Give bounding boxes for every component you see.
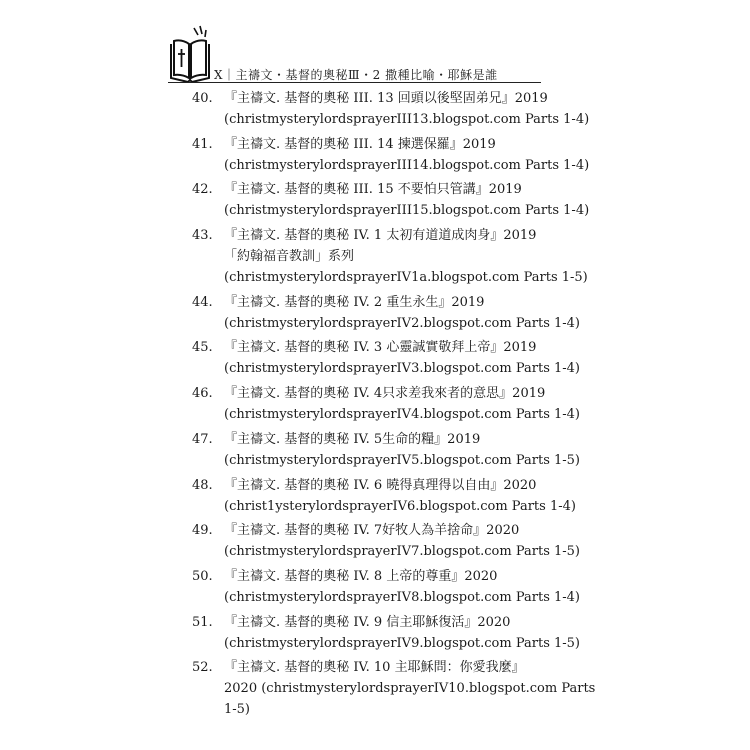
- list-item-line: 『主禱文. 基督的奧秘 IV. 9 信主耶穌復活』2020: [224, 614, 511, 630]
- running-head: X｜主禱文・基督的奧秘Ⅲ・2 撒種比喻・耶穌是誰: [214, 68, 498, 82]
- list-item: [192, 88, 590, 130]
- list-item-line: (christmysterylordsprayerIV5.blogspot.com Parts 1-5): [224, 452, 581, 468]
- list-item-number: 49.: [192, 523, 213, 539]
- list-item-number: 45.: [192, 340, 213, 356]
- list-item-text: [224, 134, 589, 176]
- list-item-line: (christmysterylordsprayerIV9.blogspot.com Parts 1-5): [224, 635, 581, 651]
- list-item-line: 『主禱文. 基督的奧秘 IV. 5生命的糧』2019: [224, 431, 481, 447]
- list-item-line: (christmysterylordsprayerIII15.blogspot.com Parts 1-4): [224, 203, 590, 219]
- list-item-text: [224, 657, 595, 720]
- list-item-text: [224, 179, 589, 221]
- list-item-text: [224, 292, 580, 334]
- list-item-line: (christmysterylordsprayerIV8.blogspot.com Parts 1-4): [224, 589, 581, 605]
- list-item-line: 『主禱文. 基督的奧秘 IV. 4只求差我來者的意思』2019: [224, 386, 546, 402]
- list-item-number: 40.: [192, 91, 213, 106]
- list-item-number: 51.: [192, 614, 213, 630]
- list-item-line: 2020 (christmysterylordsprayerIV10.blogspot.com Parts: [224, 681, 596, 697]
- list-item-number: 44.: [192, 294, 213, 310]
- list-item-line: (christmysterylordsprayerIV4.blogspot.com Parts 1-4): [224, 407, 581, 423]
- list-item-line: 『主禱文. 基督的奧秘 IV. 10 主耶穌問：你愛我麼』: [224, 660, 525, 676]
- list-item-text: [224, 566, 580, 608]
- list-item-number: 43.: [192, 228, 213, 244]
- list-item-line: 『主禱文. 基督的奧秘 IV. 7好牧人為羊捨命』2020: [224, 523, 520, 539]
- list-item: [192, 383, 581, 425]
- list-item-line: (christmysterylordsprayerIV1a.blogspot.com Parts 1-5): [224, 270, 588, 286]
- list-item-number: 48.: [192, 477, 213, 493]
- list-item-line: 『主禱文. 基督的奧秘 IV. 8 上帝的尊重』2020: [224, 568, 498, 584]
- list-item: [192, 566, 581, 608]
- list-item-text: [224, 337, 580, 379]
- reference-list: [192, 88, 596, 724]
- list-item: [192, 134, 590, 176]
- list-item: [192, 179, 590, 221]
- list-item-line: 『主禱文. 基督的奧秘 IV. 2 重生永生』2019: [224, 294, 485, 310]
- list-item-line: 「約翰福音教訓」系列: [224, 249, 355, 265]
- list-item-text: [224, 475, 576, 517]
- list-item-number: 41.: [192, 136, 213, 152]
- list-item-text: [224, 225, 588, 288]
- list-item-number: 50.: [192, 568, 213, 584]
- list-item-line: 1-5): [224, 702, 251, 718]
- list-item-line: (christmysterylordsprayerIV7.blogspot.com Parts 1-5): [224, 544, 581, 560]
- list-item-line: 『主禱文. 基督的奧秘 IV. 1 太初有道道成肉身』2019: [224, 228, 537, 244]
- list-item-number: 46.: [192, 386, 213, 402]
- list-item-line: 『主禱文. 基督的奧秘 III. 14 揀選保羅』2019: [224, 136, 496, 152]
- list-item-text: [224, 520, 580, 562]
- list-item: [192, 225, 588, 288]
- page-header: [0, 0, 750, 90]
- list-item-line: (christ1ysterylordsprayerIV6.blogspot.com Parts 1-4): [224, 498, 576, 514]
- list-item-line: 『主禱文. 基督的奧秘 IV. 3 心靈誠實敬拜上帝』2019: [224, 340, 537, 356]
- list-item: [192, 612, 581, 654]
- list-item-line: 『主禱文. 基督的奧秘 IV. 6 曉得真理得以自由』2020: [224, 477, 537, 493]
- list-item: [192, 337, 581, 379]
- list-item-number: 52.: [192, 660, 213, 676]
- list-item-line: (christmysterylordsprayerIII13.blogspot.com Parts 1-4): [224, 112, 590, 127]
- list-item-number: 42.: [192, 182, 213, 198]
- list-item-text: [224, 612, 580, 654]
- list-item-line: (christmysterylordsprayerIII14.blogspot.com Parts 1-4): [224, 157, 590, 173]
- list-item-text: [224, 429, 580, 471]
- list-item: [192, 475, 576, 517]
- list-item-number: 47.: [192, 431, 213, 447]
- list-item-text: [224, 88, 589, 130]
- list-item: [192, 520, 581, 562]
- list-item-line: 『主禱文. 基督的奧秘 III. 13 回頭以後堅固弟兄』2019: [224, 91, 548, 106]
- list-item: [192, 429, 581, 471]
- list-item-text: [224, 383, 580, 425]
- list-item: [192, 657, 596, 720]
- open-book-icon: [168, 22, 212, 82]
- list-item-line: 『主禱文. 基督的奧秘 III. 15 不要怕只管講』2019: [224, 182, 522, 198]
- list-item: [192, 292, 581, 334]
- list-item-line: (christmysterylordsprayerIV2.blogspot.com Parts 1-4): [224, 315, 581, 331]
- list-item-line: (christmysterylordsprayerIV3.blogspot.com Parts 1-4): [224, 361, 581, 377]
- header-rule: [168, 82, 541, 83]
